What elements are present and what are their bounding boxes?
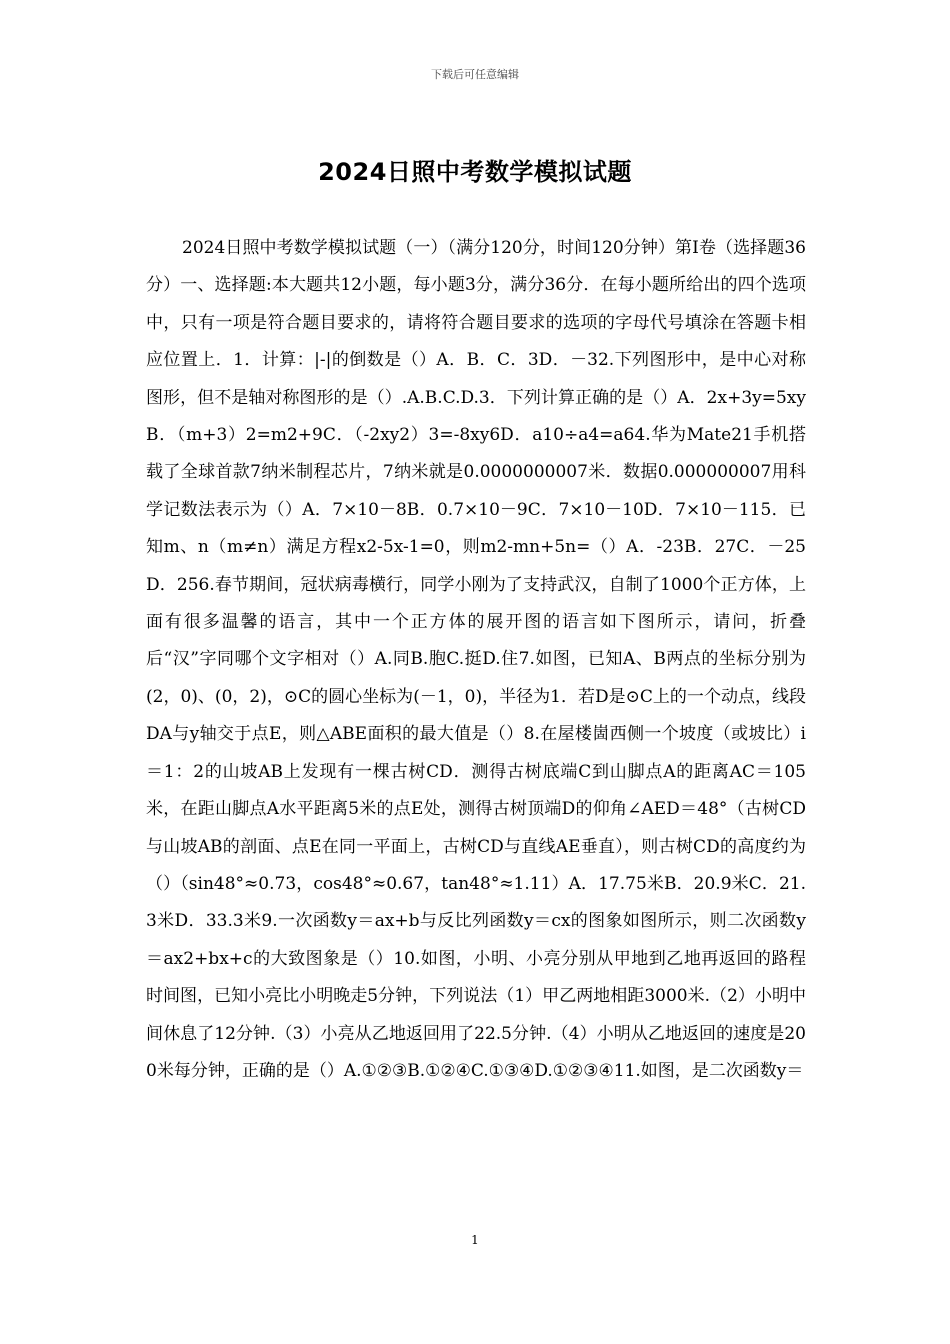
page-number: 1 (471, 1233, 479, 1247)
document-body: 2024日照中考数学模拟试题（一）（满分120分，时间120分钟）第Ⅰ卷（选择题36分）一、选择题:本大题共12小题，每小题3分，满分36分．在每小题所给出的四个选项中，只有一项是符合题目要求的，请将符合题目要求的选项的字母代号填涂在答题卡相应位置上．1．计算：|-|的倒数是（）A．B．C．3D．－32.下列图形中，是中心对称图形，但不是轴对称图形的是（）.A.B.C.D.3．下列计算正确的是（）A．2x+3y=5xyB．（m+3）2=m2+9C．（-2xy2）3=-8xy6D．a10÷a4=a64.华为Mate21手机搭载了全球首款7纳米制程芯片，7纳米就是0.0000000007米．数据0.000000007用科学记数法表示为（）A．7×10－8B．0.7×10－9C．7×10－10D．7×10－115．已知m、n（m≠n）满足方程x2-5x-1=0，则m2-mn+5n=（）A．-23B．27C．－25D．256.春节期间，冠状病毒横行，同学小刚为了支持武汉，自制了1000个正方体，上面有很多温馨的语言，其中一个正方体的展开图的语言如下图所示，请问，折叠后“汉”字同哪个文字相对（）A.同B.胞C.挺D.住7.如图，已知A、B两点的坐标分别为(2，0)、(0，2)，⊙C的圆心坐标为(－1，0)，半径为1．若D是⊙C上的一个动点，线段DA与y轴交于点E，则△ABE面积的最大值是（）8.在屋楼崮西侧一个坡度（或坡比）i＝1：2的山坡AB上发现有一棵古树CD．测得古树底端C到山脚点A的距离AC＝105米，在距山脚点A水平距离5米的点E处，测得古树顶端D的仰角∠AED＝48°（古树CD与山坡AB的剖面、点E在同一平面上，古树CD与直线AE垂直），则古树CD的高度约为（）（sin48°≈0.73，cos48°≈0.67，tan48°≈1.11）A．17.75米B．20.9米C．21.3米D．33.3米9.一次函数y＝ax+b与反比列函数y＝cx的图象如图所示，则二次函数y＝ax2+bx+c的大致图象是（）10.如图，小明、小亮分别从甲地到乙地再返回的路程时间图，已知小亮比小明晚走5分钟，下列说法（1）甲乙两地相距3000米.（2）小明中间休息了12分钟.（3）小亮从乙地返回用了22.5分钟.（4）小明从乙地返回的速度是200米每分钟，正确的是（）A.①②③B.①②④C.①③④D.①②③④11.如图，是二次函数y＝ (146, 238, 806, 1081)
header-note: 下载后可任意编辑 (431, 68, 519, 81)
document-title: 2024日照中考数学模拟试题 (318, 158, 632, 186)
